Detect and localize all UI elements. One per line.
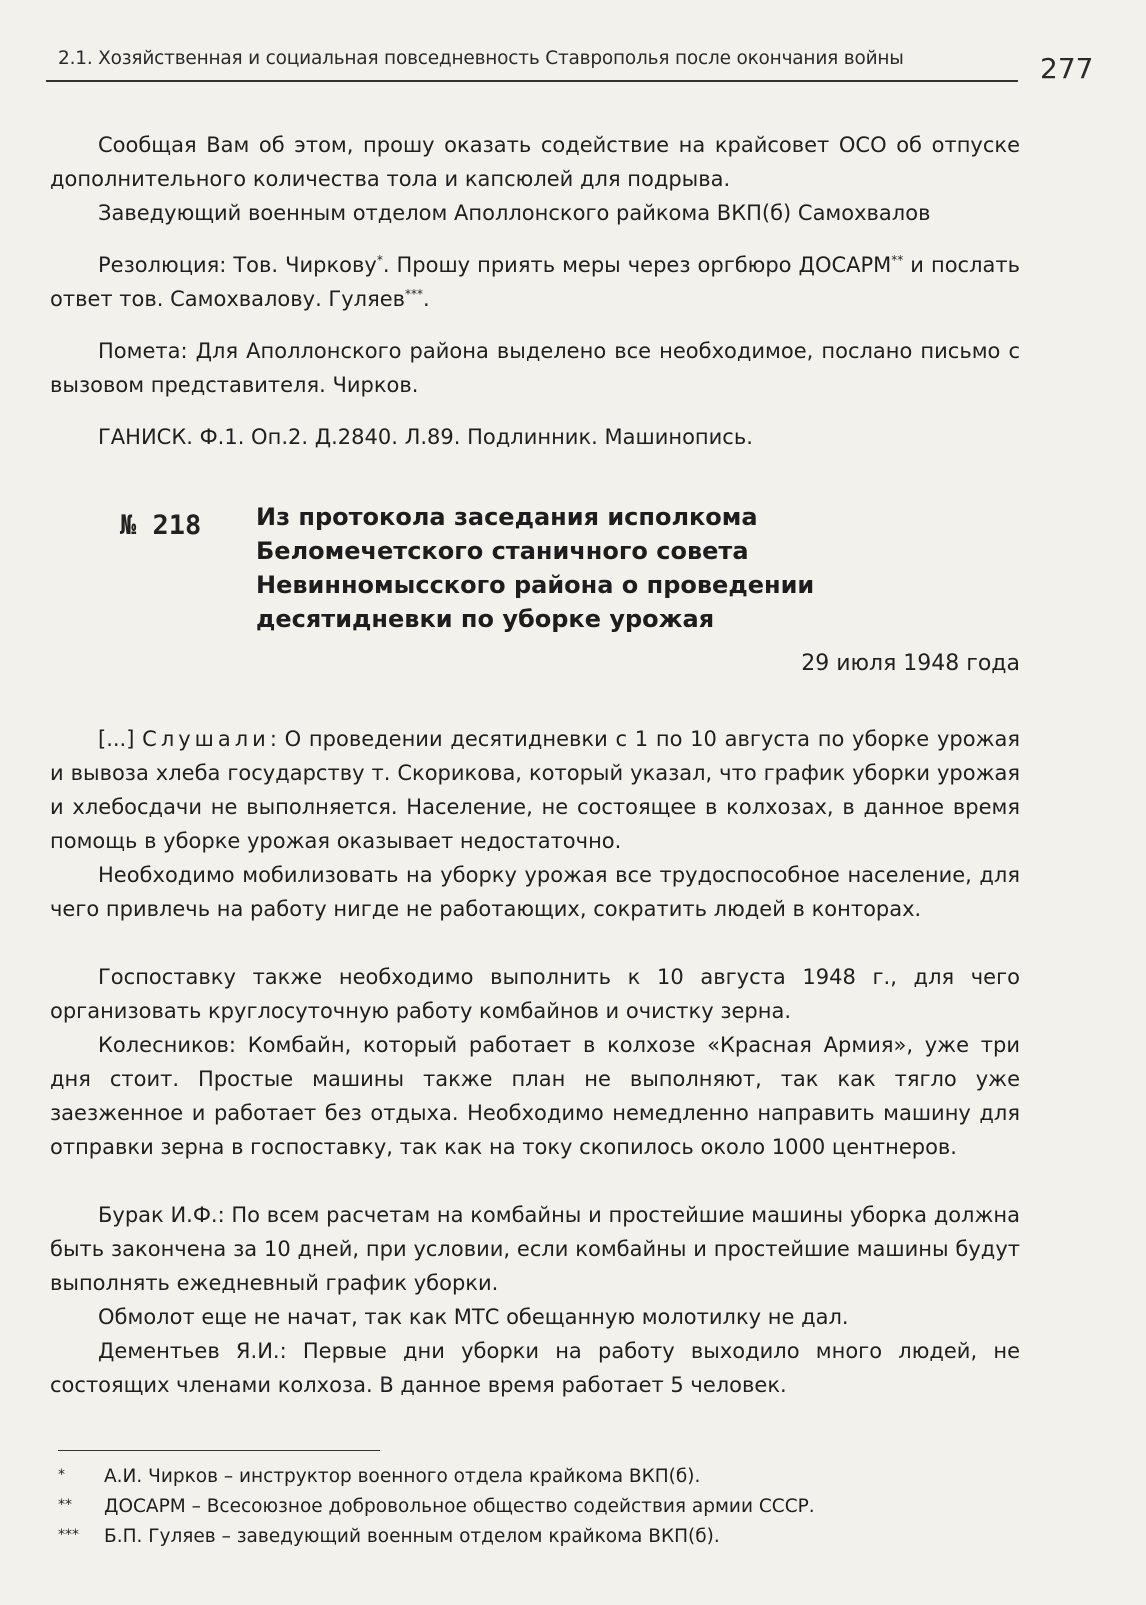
- footnote-3-text: Б.П. Гуляев – заведующий военным отделом крайкома ВКП(б).: [104, 1526, 720, 1547]
- document-title: Из протокола заседания исполкома Беломечетского станичного совета Невинномысского района о проведении десятидневки по уборке урожая: [256, 503, 815, 633]
- resolution-paragraph: [50, 248, 1020, 316]
- footnote-2: [58, 1492, 1018, 1520]
- ellipsis-marker: [...]: [98, 727, 143, 751]
- body-paragraph-5: Бурак И.Ф.: По всем расчетам на комбайны и простейшие машины уборка должна быть закончена за 10 дней, при условии, если комбайны и простейшие машины будут выполнять ежедневный график уборки.: [50, 1203, 1020, 1295]
- resolution-text-3: и послать ответ тов. Самохвалову. Гуляев: [50, 253, 1020, 311]
- footnote-1: [58, 1462, 1018, 1490]
- running-header-title: 2.1. Хозяйственная и социальная повседневность Ставрополья после окончания войны: [58, 48, 904, 69]
- body-paragraph-1: [50, 722, 1020, 858]
- body-paragraph-1-text: : О проведении десятидневки с 1 по 10 августа по уборке урожая и вывоза хлеба государству т. Скорикова, который указал, что график уборки урожая и хлебосдачи не выполняется. Население, не состоящее в колхозах, в данное время помощь в уборке урожая оказывает недостаточно.: [50, 727, 1020, 853]
- note-paragraph: Помета: Для Аполлонского района выделено все необходимое, послано письмо с вызовом представителя. Чирков.: [50, 339, 1020, 397]
- body-paragraph-4: Колесников: Комбайн, который работает в колхозе «Красная Армия», уже три дня стоит. Простые машины также план не выполняют, так как тягло уже заезженное и работает без отдыха. Необходимо немедленно направить машину для отправки зерна в госпоставку, так как на току скопилось около 1000 центнеров.: [50, 1033, 1020, 1159]
- footnote-2-mark: **: [58, 1497, 72, 1513]
- footnote-1-text: А.И. Чирков – инструктор военного отдела крайкома ВКП(б).: [104, 1466, 701, 1487]
- header-divider: [46, 80, 1018, 82]
- footnote-1-mark: *: [58, 1467, 65, 1483]
- resolution-text-1: Резолюция: Тов. Чиркову: [98, 253, 377, 277]
- footnote-3-mark: ***: [58, 1527, 79, 1543]
- archive-reference: ГАНИСК. Ф.1. Оп.2. Д.2840. Л.89. Подлинник. Машинопись.: [98, 425, 753, 449]
- resolution-text-4: .: [423, 287, 430, 311]
- footnote-ref-3: ***: [405, 287, 424, 301]
- page-number: 277: [1040, 52, 1094, 85]
- keyword-heard: Слушали: [142, 727, 270, 751]
- body-paragraph-7: Дементьев Я.И.: Первые дни уборки на работу выходило много людей, не состоящих членами колхоза. В данное время работает 5 человек.: [50, 1339, 1020, 1397]
- footnote-ref-1: *: [376, 253, 383, 267]
- resolution-text-2: . Прошу приять меры через оргбюро ДОСАРМ: [382, 253, 892, 277]
- body-paragraph-2: Необходимо мобилизовать на уборку урожая все трудоспособное население, для чего привлечь на работу нигде не работающих, сократить людей в конторах.: [50, 863, 1020, 921]
- document-number: № 218: [120, 510, 202, 541]
- footnote-3: [58, 1522, 1018, 1550]
- letter-signature: Заведующий военным отделом Аполлонского райкома ВКП(б) Самохвалов: [98, 201, 931, 225]
- footnote-2-text: ДОСАРМ – Всесоюзное добровольное общество содействия армии СССР.: [104, 1496, 815, 1517]
- letter-closing-paragraph: Сообщая Вам об этом, прошу оказать содействие на крайсовет ОСО об отпуске дополнительного количества тола и капсюлей для подрыва.: [50, 133, 1020, 191]
- footnote-divider: [58, 1450, 380, 1451]
- footnote-ref-2: **: [891, 253, 904, 267]
- body-paragraph-3: Госпоставку также необходимо выполнить к 10 августа 1948 г., для чего организовать круглосуточную работу комбайнов и очистку зерна.: [50, 965, 1020, 1023]
- body-paragraph-6: Обмолот еще не начат, так как МТС обещанную молотилку не дал.: [98, 1305, 849, 1329]
- document-date: 29 июля 1948 года: [801, 651, 1020, 676]
